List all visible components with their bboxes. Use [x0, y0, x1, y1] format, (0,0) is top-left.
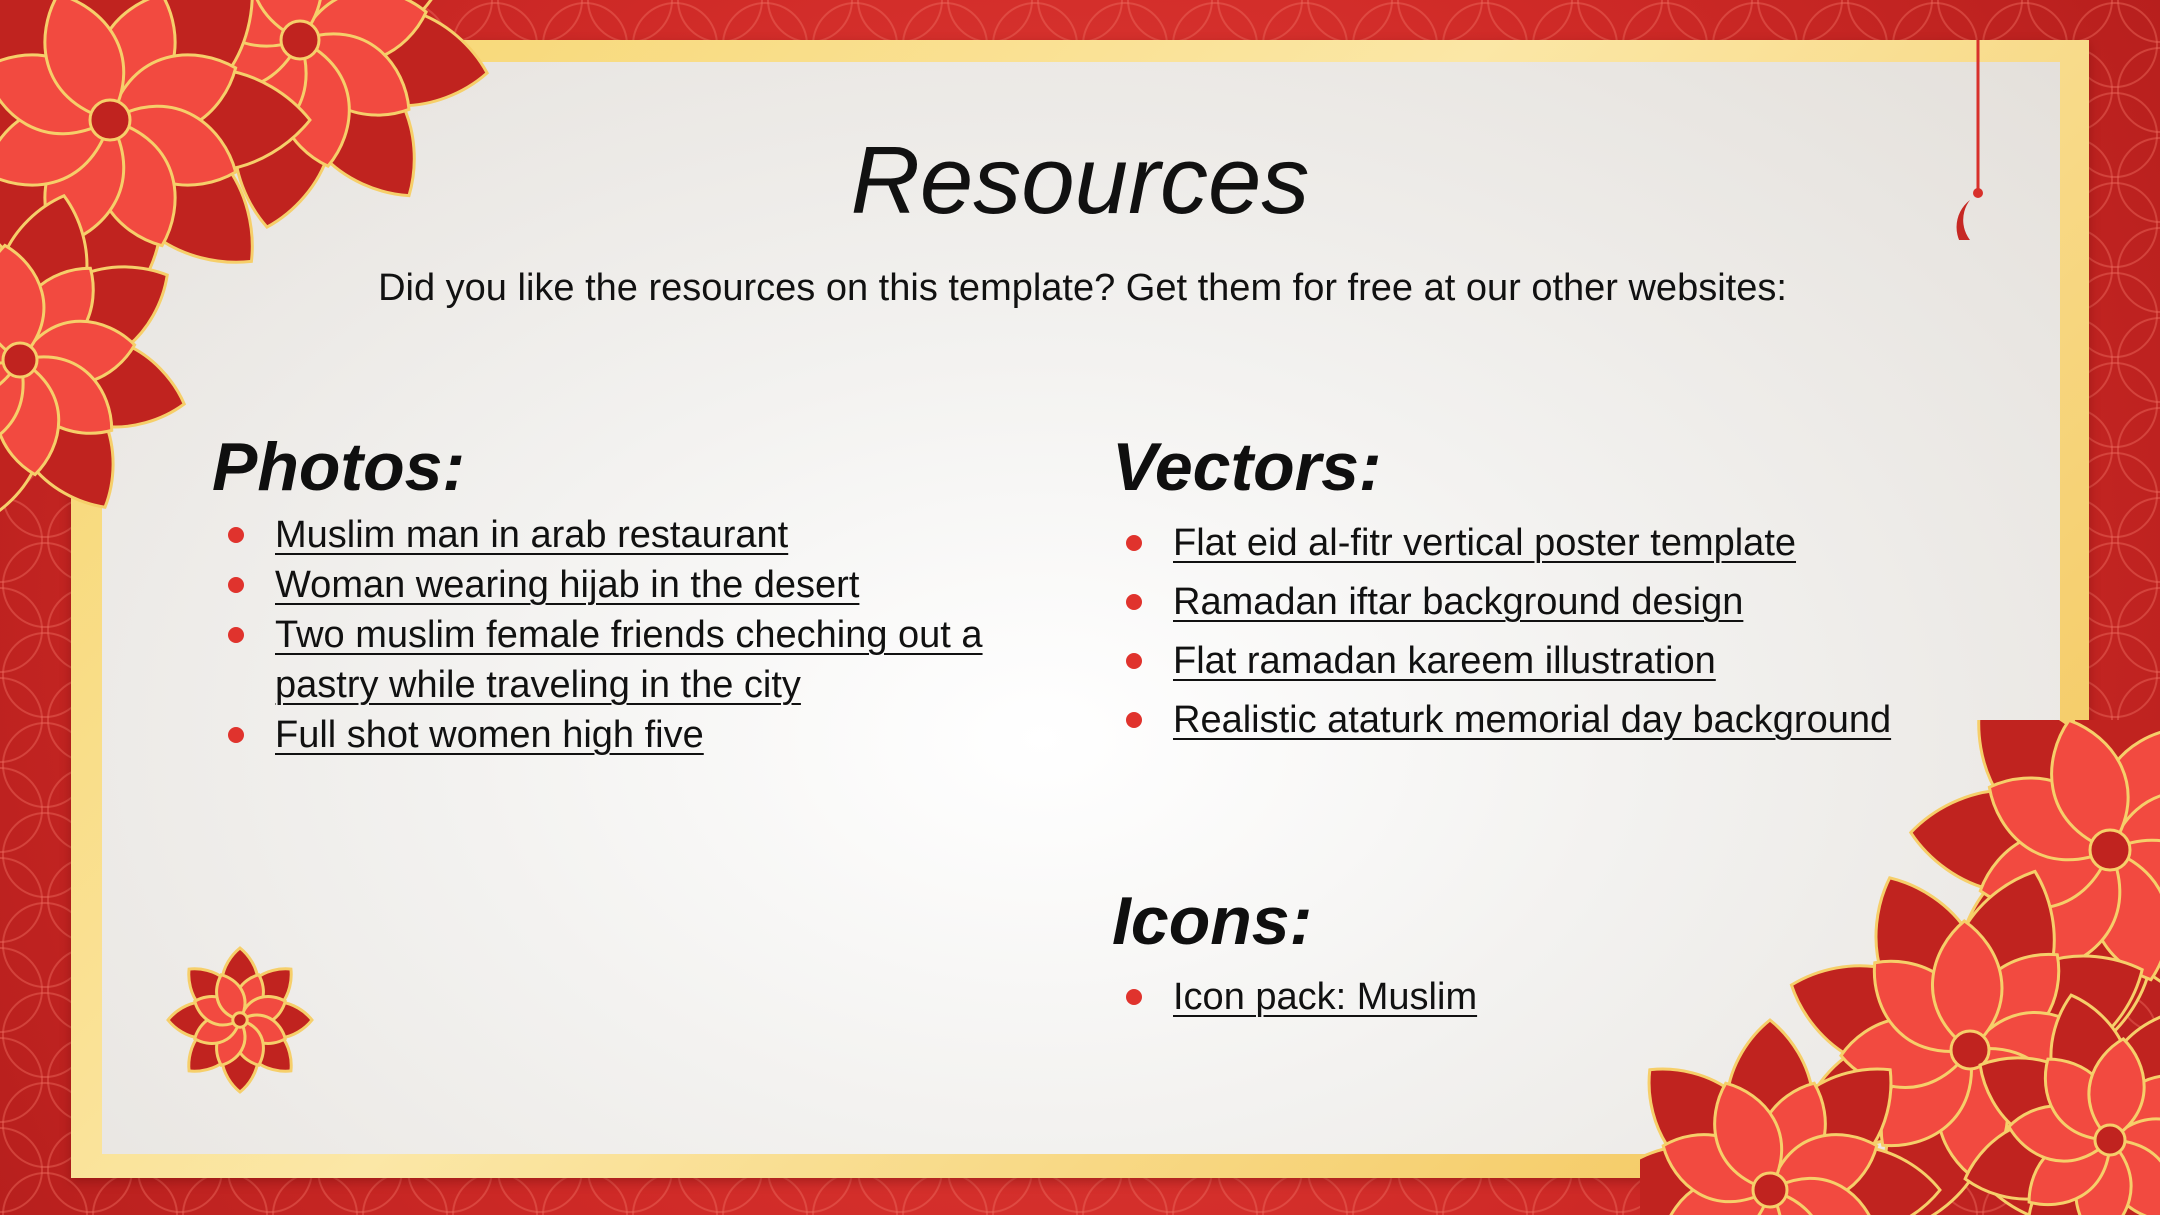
photos-heading: Photos:	[212, 429, 466, 505]
photo-link-muslim-man[interactable]: Muslim man in arab restaurant	[275, 514, 789, 556]
vectors-heading: Vectors:	[1112, 429, 1382, 505]
page-subtitle: Did you like the resources on this template? Get them for free at our other websites:	[378, 267, 1787, 309]
list-item	[212, 560, 1052, 610]
list-item	[1110, 636, 1990, 686]
lotus-flower-icon	[1640, 720, 2160, 1215]
lotus-flower-icon	[150, 930, 330, 1110]
page-title: Resources	[850, 127, 1310, 234]
photo-link-female-friends[interactable]: Two muslim female friends cheching out a pastry while traveling in the city	[275, 614, 983, 706]
vectors-list	[1110, 518, 1990, 754]
lotus-flower-icon	[0, 0, 520, 520]
photo-link-high-five[interactable]: Full shot women high five	[275, 714, 704, 756]
list-item	[212, 710, 1052, 760]
vector-link-ataturk-memorial[interactable]: Realistic ataturk memorial day background	[1173, 699, 1892, 741]
vector-link-iftar-background[interactable]: Ramadan iftar background design	[1173, 581, 1744, 623]
icon-link-muslim-pack[interactable]: Icon pack: Muslim	[1173, 976, 1478, 1018]
list-item	[1110, 518, 1990, 568]
icons-heading: Icons:	[1112, 883, 1313, 959]
photo-link-woman-hijab[interactable]: Woman wearing hijab in the desert	[275, 564, 860, 606]
list-item	[212, 610, 1052, 710]
photos-list	[212, 510, 1052, 760]
vector-link-eid-poster[interactable]: Flat eid al-fitr vertical poster template	[1173, 522, 1797, 564]
vector-link-ramadan-kareem[interactable]: Flat ramadan kareem illustration	[1173, 640, 1716, 682]
list-item	[1110, 577, 1990, 627]
